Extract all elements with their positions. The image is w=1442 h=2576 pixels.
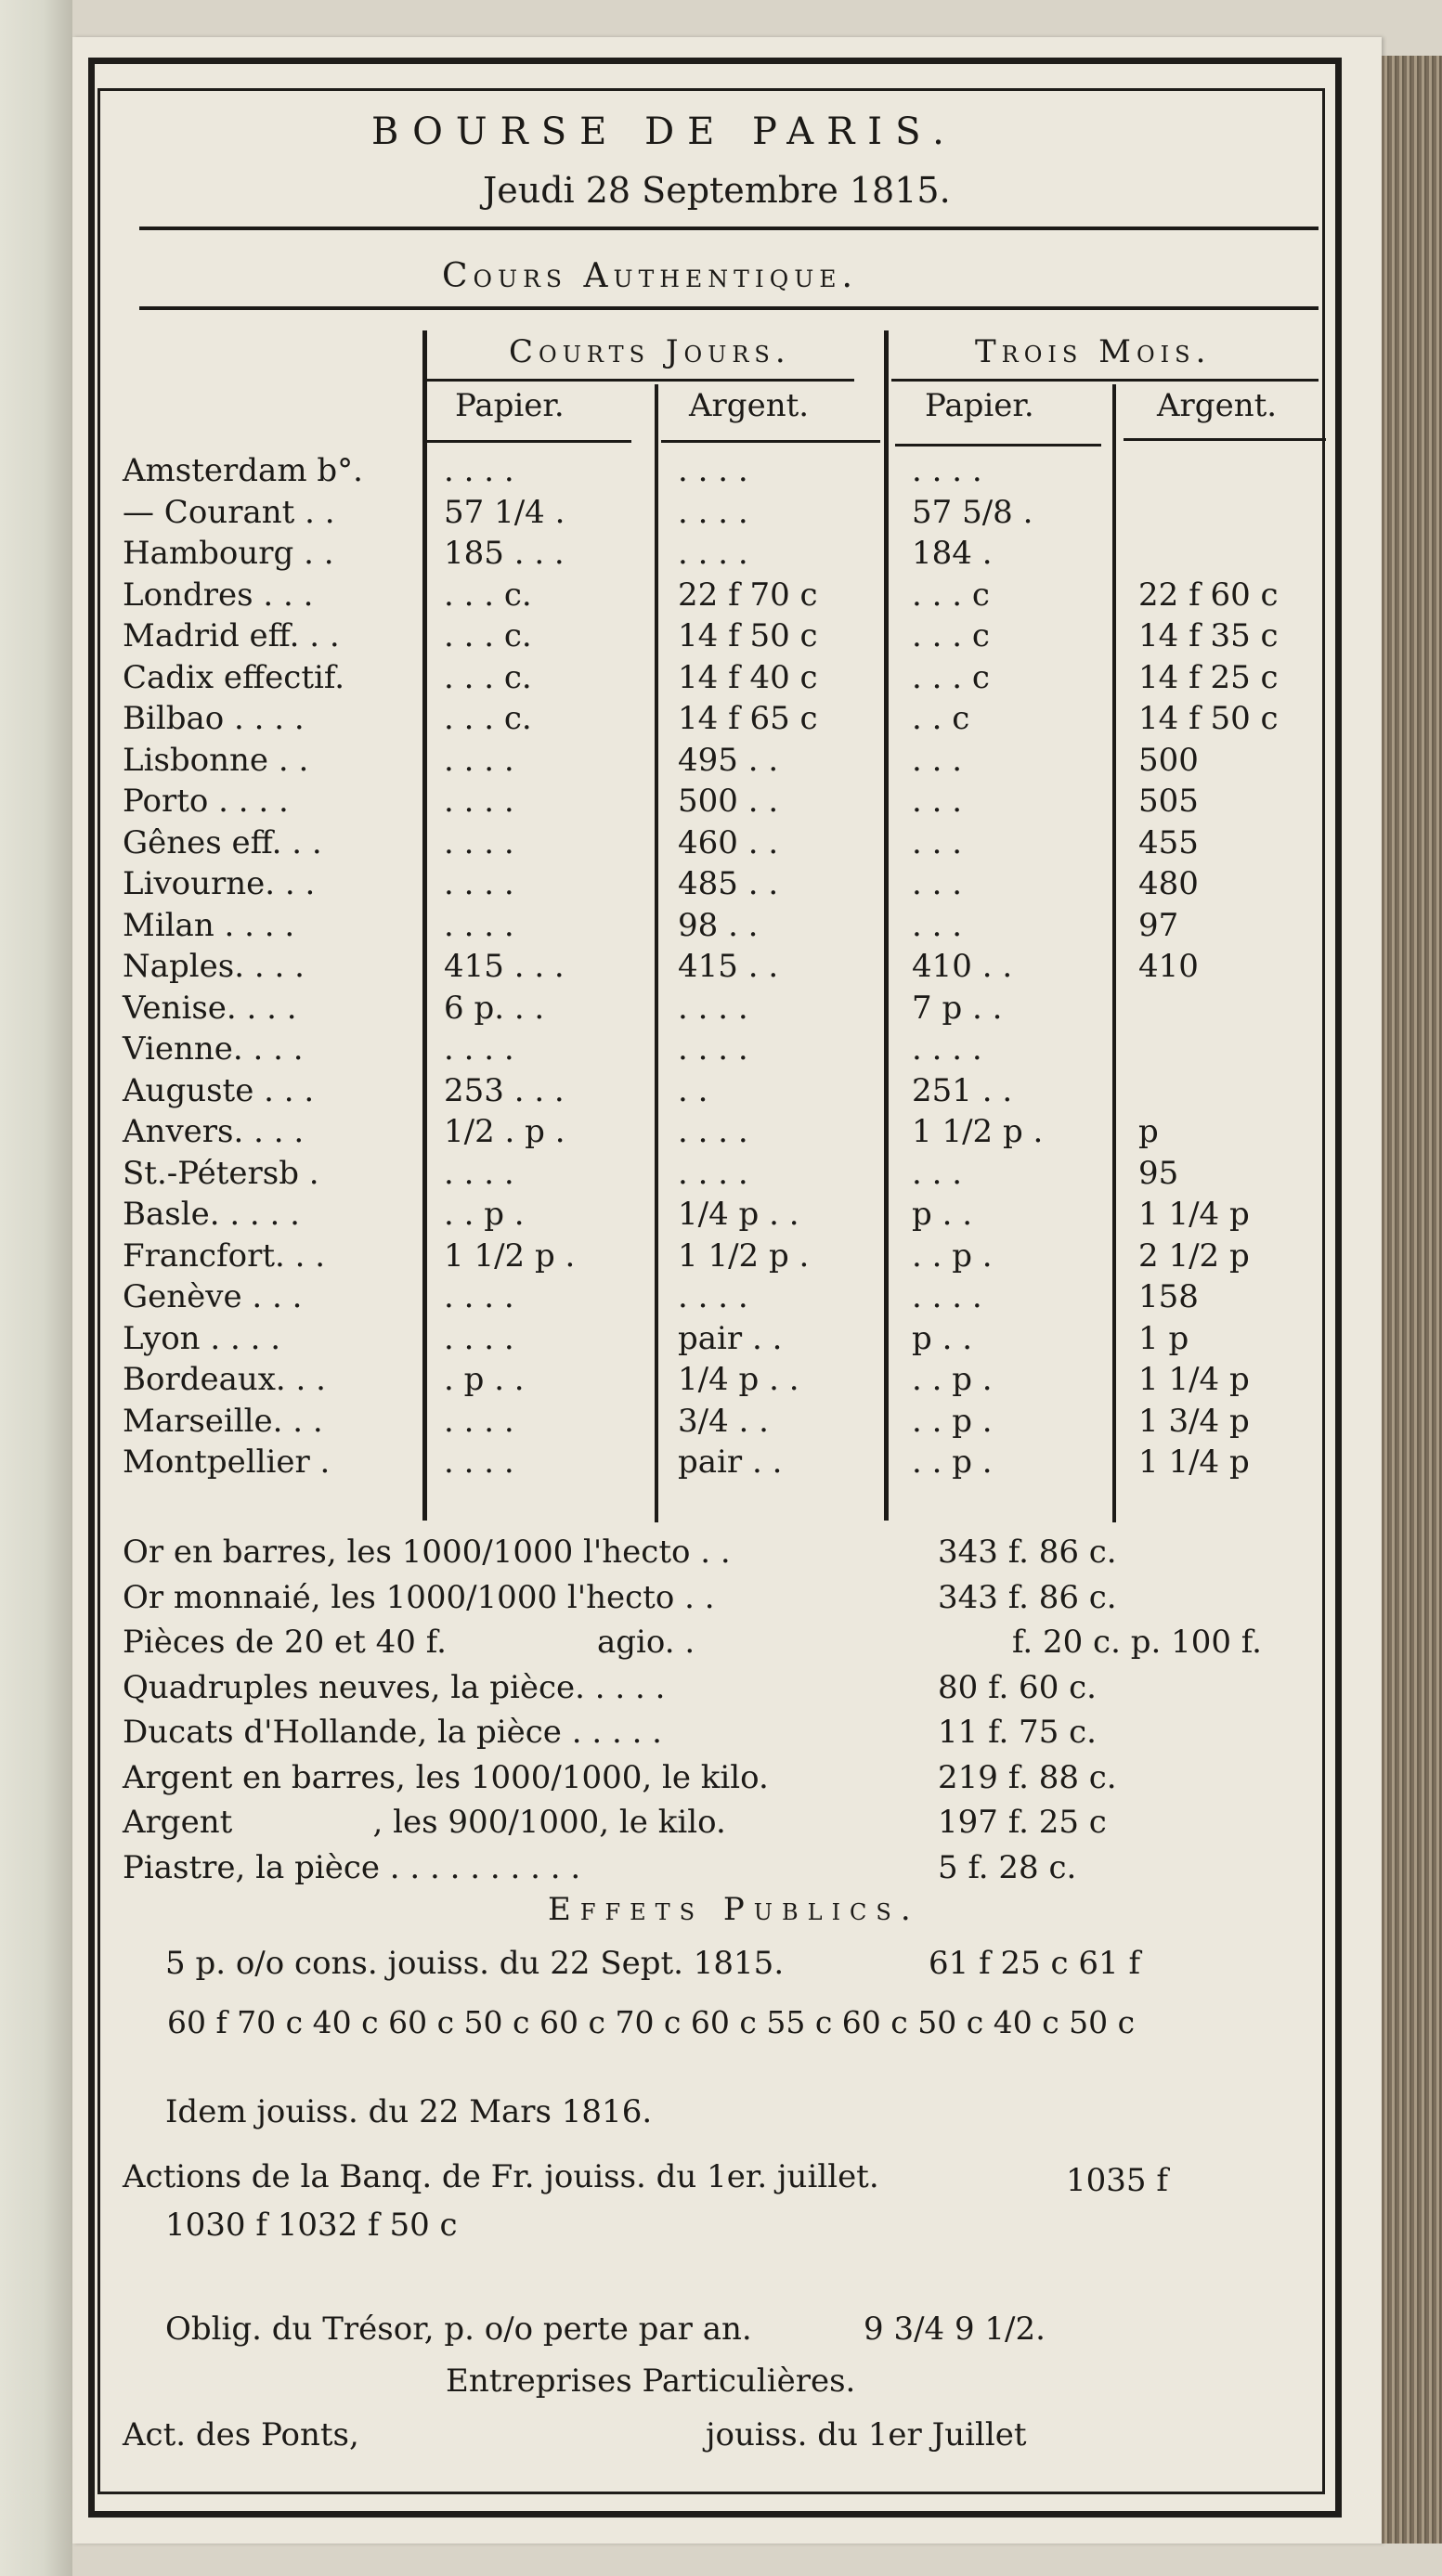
table-cell-ta: 500 [1138, 741, 1199, 779]
table-cell-ca: 98 . . [678, 906, 759, 944]
table-cell-ta: 480 [1138, 865, 1199, 902]
table-cell-tp: . . . . [912, 452, 982, 489]
table-cell-place: Naples. . . . [123, 948, 305, 985]
table-cell-place: Lyon . . . . [123, 1319, 281, 1357]
table-cell-tp: 184 . [912, 535, 993, 572]
table-cell-ca: 14 f 50 c [678, 617, 818, 654]
table-cell-ca: . . . . [678, 493, 748, 531]
vline-3 [884, 330, 889, 1521]
vline-4 [1112, 384, 1116, 1522]
table-cell-tp: . . c [912, 700, 970, 737]
table-cell-tp: . . . c [912, 576, 990, 614]
table-cell-ca: . . . . [678, 1278, 748, 1315]
table-cell-place: Basle. . . . . [123, 1196, 300, 1233]
table-cell-ta: 410 [1138, 948, 1199, 985]
table-cell-ta: 2 1/2 p [1138, 1236, 1250, 1275]
table-cell-place: Londres . . . [123, 576, 314, 614]
section-title: Cours Authentique. [442, 257, 858, 295]
effets-line1-value: 61 f 25 c 61 f [929, 1945, 1141, 1982]
effets-line6-value: 9 3/4 9 1/2. [864, 2311, 1046, 2348]
table-cell-place: Bilbao . . . . [123, 700, 305, 737]
table-cell-ca: 460 . . [678, 823, 779, 861]
date-line: Jeudi 28 Septembre 1815. [483, 170, 951, 211]
table-cell-place: Montpellier . [123, 1443, 331, 1481]
table-cell-tp: . . . [912, 741, 963, 779]
rule-group2 [891, 379, 1319, 382]
table-cell-cp: . . . . [444, 1030, 514, 1068]
table-cell-tp: . . . [912, 865, 963, 902]
metal-label: Quadruples neuves, la pièce. . . . . [123, 1668, 666, 1706]
table-cell-ca: 1 1/2 p . [678, 1236, 810, 1275]
effets-line8: Act. des Ponts, [123, 2416, 359, 2453]
table-cell-cp: . . . . [444, 865, 514, 902]
rule-sub3 [895, 444, 1101, 447]
table-cell-cp: 185 . . . [444, 535, 565, 572]
table-cell-ca: . . . . [678, 1154, 748, 1192]
table-cell-ca: . . [678, 1071, 708, 1109]
table-cell-place: Marseille. . . [123, 1402, 323, 1440]
table-cell-cp: . . . c. [444, 700, 532, 737]
table-cell-place: Anvers. . . . [123, 1113, 305, 1150]
table-cell-tp: . . p . [912, 1402, 993, 1440]
table-cell-place: Francfort. . . [123, 1236, 326, 1275]
col-argent-1: Argent. [689, 387, 810, 424]
table-cell-ta: 1 3/4 p [1138, 1402, 1250, 1440]
table-cell-ca: . . . . [678, 535, 748, 572]
effets-line5: 1030 f 1032 f 50 c [165, 2207, 458, 2244]
table-cell-ta: 14 f 35 c [1138, 617, 1279, 654]
table-cell-cp: . . . . [444, 1402, 514, 1440]
metal-label: Argent en barres, les 1000/1000, le kilo. [123, 1758, 769, 1796]
metal-label: Argent , les 900/1000, le kilo. [123, 1804, 726, 1841]
table-cell-cp: . . . . [444, 1319, 514, 1357]
table-cell-ca: 415 . . [678, 948, 779, 985]
table-cell-ca: . . . . [678, 989, 748, 1027]
effets-line7: Entreprises Particulières. [446, 2362, 856, 2400]
table-cell-ta: 22 f 60 c [1138, 576, 1279, 614]
table-cell-tp: . . . [912, 906, 963, 944]
table-cell-cp: . . . c. [444, 576, 532, 614]
table-cell-ca: pair . . [678, 1443, 783, 1481]
table-cell-ta: 158 [1138, 1278, 1199, 1315]
table-cell-cp: 1/2 . p . [444, 1113, 565, 1150]
table-cell-ca: 485 . . [678, 865, 779, 902]
table-cell-cp: . . . . [444, 906, 514, 944]
table-cell-ta: 1 1/4 p [1138, 1443, 1250, 1481]
metal-value: 11 f. 75 c. [938, 1714, 1097, 1751]
effets-heading: Effets Publics. [548, 1891, 920, 1928]
metal-value: 343 f. 86 c. [938, 1534, 1117, 1571]
metal-label: Or monnaié, les 1000/1000 l'hecto . . [123, 1578, 715, 1616]
table-cell-ta: 14 f 25 c [1138, 658, 1279, 696]
table-cell-place: Gênes eff. . . [123, 823, 322, 861]
metal-value: 343 f. 86 c. [938, 1578, 1117, 1616]
effets-line4: Actions de la Banq. de Fr. jouiss. du 1er. juillet. [123, 2158, 879, 2195]
table-cell-ca: 14 f 65 c [678, 700, 818, 737]
vline-1 [422, 330, 427, 1521]
table-cell-place: Lisbonne . . [123, 741, 309, 779]
col-argent-2: Argent. [1157, 387, 1278, 424]
col-papier-1: Papier. [455, 387, 565, 424]
table-cell-place: Milan . . . . [123, 906, 295, 944]
table-cell-tp: 7 p . . [912, 989, 1003, 1027]
table-cell-cp: . . . . [444, 1278, 514, 1315]
table-cell-place: Livourne. . . [123, 865, 316, 902]
effets-line6: Oblig. du Trésor, p. o/o perte par an. [165, 2311, 752, 2348]
table-cell-tp: . . . [912, 823, 963, 861]
table-cell-tp: . . . c [912, 658, 990, 696]
effets-line3: Idem jouiss. du 22 Mars 1816. [165, 2093, 653, 2130]
table-cell-place: Porto . . . . [123, 783, 289, 820]
table-cell-cp: . p . . [444, 1361, 525, 1398]
table-cell-place: — Courant . . [123, 493, 335, 531]
table-cell-tp: p . . [912, 1319, 972, 1357]
table-cell-cp: . . . . [444, 823, 514, 861]
rule-section [139, 306, 1319, 310]
table-cell-tp: 1 1/2 p . [912, 1113, 1044, 1150]
table-cell-cp: . . . c. [444, 658, 532, 696]
metal-label: Ducats d'Hollande, la pièce . . . . . [123, 1714, 662, 1751]
table-cell-place: Cadix effectif. [123, 658, 345, 696]
table-cell-cp: . . . . [444, 1154, 514, 1192]
table-cell-ta: 1 1/4 p [1138, 1196, 1250, 1233]
table-cell-cp: 1 1/2 p . [444, 1236, 576, 1275]
table-cell-cp: 415 . . . [444, 948, 565, 985]
table-cell-tp: 57 5/8 . [912, 493, 1033, 531]
metal-label: Piastre, la pièce . . . . . . . . . . [123, 1848, 581, 1886]
table-cell-cp: 6 p. . . [444, 989, 545, 1027]
rule-top [139, 227, 1319, 230]
table-cell-ca: 22 f 70 c [678, 576, 818, 614]
table-cell-ta: 14 f 50 c [1138, 700, 1279, 737]
metal-label: Or en barres, les 1000/1000 l'hecto . . [123, 1534, 731, 1571]
table-cell-ca: 14 f 40 c [678, 658, 818, 696]
col-group-trois-mois: Trois Mois. [975, 333, 1212, 370]
table-cell-place: Auguste . . . [123, 1071, 315, 1109]
table-cell-tp: . . . c [912, 617, 990, 654]
page-stack-edge [1382, 56, 1442, 2544]
table-cell-tp: . . . [912, 1154, 963, 1192]
table-cell-place: Bordeaux. . . [123, 1361, 326, 1398]
table-cell-ca: . . . . [678, 1030, 748, 1068]
metal-value: 80 f. 60 c. [938, 1668, 1097, 1706]
table-cell-place: Madrid eff. . . [123, 617, 340, 654]
table-cell-cp: . . . . [444, 741, 514, 779]
vline-2 [655, 384, 658, 1522]
table-cell-ta: 1 1/4 p [1138, 1361, 1250, 1398]
table-cell-ca: . . . . [678, 1113, 748, 1150]
table-cell-cp: . . . . [444, 1443, 514, 1481]
table-cell-cp: 253 . . . [444, 1071, 565, 1109]
rule-sub4 [1124, 438, 1326, 441]
table-cell-place: Venise. . . . [123, 989, 297, 1027]
table-cell-ca: 1/4 p . . [678, 1196, 799, 1233]
metal-value: 197 f. 25 c [938, 1804, 1107, 1841]
bourse-title: BOURSE DE PARIS. [371, 110, 957, 153]
col-group-courts-jours: Courts Jours. [509, 333, 791, 370]
table-cell-ca: 1/4 p . . [678, 1361, 799, 1398]
table-cell-tp: p . . [912, 1196, 972, 1233]
metal-value: 219 f. 88 c. [938, 1758, 1117, 1796]
table-cell-ca: pair . . [678, 1319, 783, 1357]
rule-group1 [427, 379, 854, 382]
effets-line4-value: 1035 f [1066, 2162, 1168, 2199]
table-cell-ca: 3/4 . . [678, 1402, 769, 1440]
table-cell-tp: 410 . . [912, 948, 1013, 985]
table-cell-tp: . . . . [912, 1030, 982, 1068]
table-cell-place: Vienne. . . . [123, 1030, 304, 1068]
table-cell-ta: 97 [1138, 906, 1179, 944]
effets-line2: 60 f 70 c 40 c 60 c 50 c 60 c 70 c 60 c 55 c 60 c 50 c 40 c 50 c [167, 2004, 1136, 2040]
rule-sub2 [661, 440, 880, 443]
table-cell-cp: . . . . [444, 783, 514, 820]
col-papier-2: Papier. [925, 387, 1034, 424]
table-cell-tp: 251 . . [912, 1071, 1013, 1109]
table-cell-ta: 1 p [1138, 1319, 1189, 1357]
table-cell-cp: 57 1/4 . [444, 493, 565, 531]
table-cell-cp: . . p . [444, 1196, 525, 1233]
left-page-edge [0, 0, 72, 2576]
table-cell-place: Genève . . . [123, 1278, 303, 1315]
table-cell-tp: . . p . [912, 1361, 993, 1398]
table-cell-place: St.-Pétersb . [123, 1154, 319, 1192]
table-cell-tp: . . . . [912, 1278, 982, 1315]
table-cell-tp: . . p . [912, 1236, 993, 1275]
metal-value: 5 f. 28 c. [938, 1848, 1077, 1886]
table-cell-cp: . . . . [444, 452, 514, 489]
table-cell-cp: . . . c. [444, 617, 532, 654]
effets-line1: 5 p. o/o cons. jouiss. du 22 Sept. 1815. [165, 1945, 785, 1982]
table-cell-ta: 505 [1138, 783, 1199, 820]
table-cell-ca: . . . . [678, 452, 748, 489]
table-cell-place: Amsterdam b°. [123, 452, 363, 489]
metal-value: f. 20 c. p. 100 f. [1012, 1624, 1262, 1661]
table-cell-ta: p [1138, 1113, 1159, 1150]
effets-line8-value: jouiss. du 1er Juillet [706, 2416, 1027, 2453]
table-cell-ca: 500 . . [678, 783, 779, 820]
table-cell-tp: . . p . [912, 1443, 993, 1481]
table-cell-ta: 95 [1138, 1154, 1179, 1192]
table-cell-place: Hambourg . . [123, 535, 334, 572]
metal-label: Pièces de 20 et 40 f. agio. . [123, 1624, 695, 1661]
table-cell-tp: . . . [912, 783, 963, 820]
table-cell-ta: 455 [1138, 823, 1199, 861]
table-cell-ca: 495 . . [678, 741, 779, 779]
rule-sub1 [427, 440, 631, 443]
